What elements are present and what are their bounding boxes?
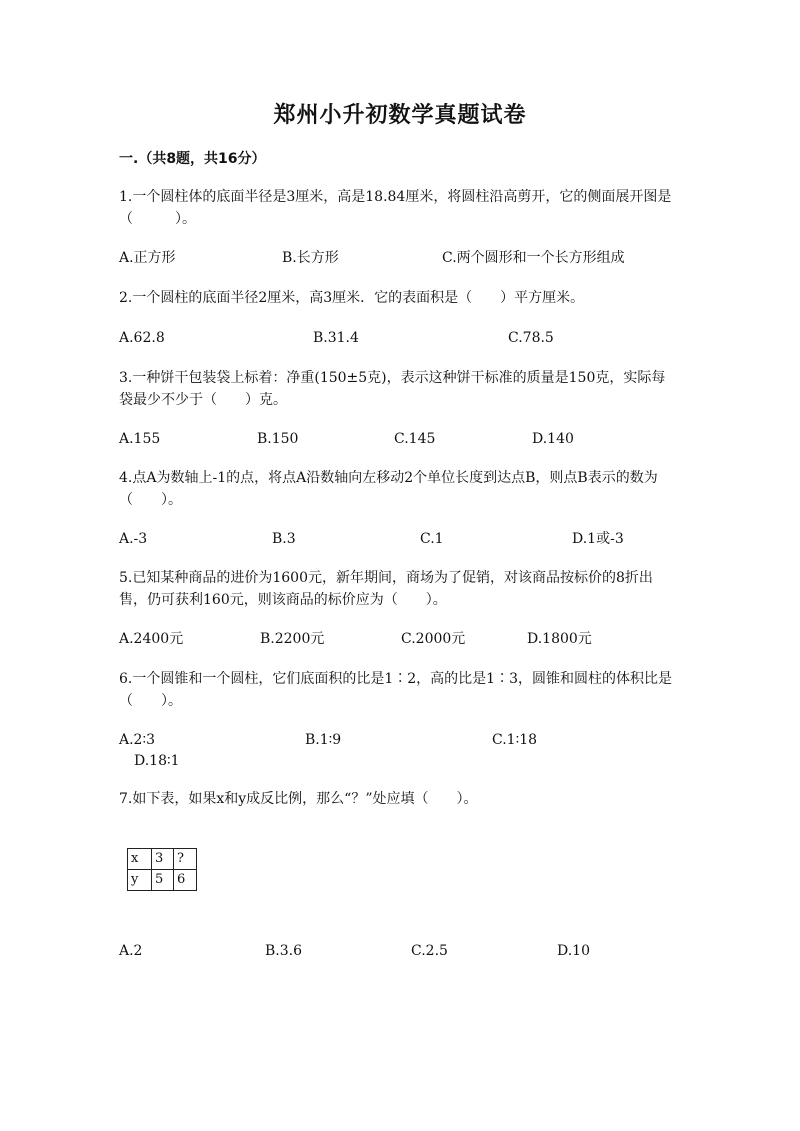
question-7-option-a: A.2 <box>119 943 143 959</box>
question-6-option-a: A.2∶3 <box>119 732 156 748</box>
question-4-option-a: A.-3 <box>119 531 148 547</box>
question-3-stem: 3.一种饼干包装袋上标着：净重(150±5克)，表示这种饼干标准的质量是150克，实际每袋最少不少于（ ）克。 <box>119 370 666 408</box>
question-1-option-c: C.两个圆形和一个长方形组成 <box>442 250 625 266</box>
question-7-option-b: B.3.6 <box>265 943 303 959</box>
table-row <box>128 849 197 870</box>
question-3-option-a: A.155 <box>119 431 161 447</box>
question-6-option-d: D.18∶1 <box>134 753 180 769</box>
question-4-option-b: B.3 <box>272 531 296 547</box>
question-3-option-c: C.145 <box>394 431 436 447</box>
question-7-option-d: D.10 <box>557 943 590 959</box>
question-7-option-c: C.2.5 <box>411 943 448 959</box>
question-1-option-b: B.长方形 <box>282 250 339 266</box>
table-cell: x <box>128 849 152 870</box>
section-heading: 一.（共8题，共16分） <box>119 151 266 167</box>
question-2-stem: 2.一个圆柱的底面半径2厘米，高3厘米．它的表面积是（ ）平方厘米。 <box>119 290 585 306</box>
table-cell: 5 <box>152 870 174 891</box>
question-1-stem: 1.一个圆柱体的底面半径是3厘米，高是18.84厘米，将圆柱沿高剪开，它的侧面展开图是（ ）。 <box>119 189 672 227</box>
page-title: 郑州小升初数学真题试卷 <box>273 103 527 128</box>
question-2-option-a: A.62.8 <box>119 330 165 346</box>
question-4-stem: 4.点A为数轴上-1的点，将点A沿数轴向左移动2个单位长度到达点B，则点B表示的数为（ ）。 <box>119 470 658 508</box>
question-6-option-c: C.1∶18 <box>492 732 538 748</box>
question-6-stem: 6.一个圆锥和一个圆柱，它们底面积的比是1∶2，高的比是1∶3，圆锥和圆柱的体积比是（ ）。 <box>119 671 672 709</box>
question-3-option-d: D.140 <box>532 431 574 447</box>
question-4-option-d: D.1或-3 <box>572 531 624 547</box>
table-cell: ? <box>174 849 197 870</box>
question-2-option-b: B.31.4 <box>313 330 359 346</box>
question-5-option-b: B.2200元 <box>260 631 325 647</box>
question-5-option-c: C.2000元 <box>401 631 466 647</box>
question-3-option-b: B.150 <box>257 431 299 447</box>
table-cell: 3 <box>152 849 174 870</box>
table-cell: y <box>128 870 152 891</box>
table-cell: 6 <box>174 870 197 891</box>
question-2-option-c: C.78.5 <box>508 330 554 346</box>
question-6-option-b: B.1∶9 <box>305 732 342 748</box>
question-5-option-d: D.1800元 <box>527 631 592 647</box>
question-1-option-a: A.正方形 <box>119 250 176 266</box>
question-7-stem: 7.如下表，如果x和y成反比例，那么“？”处应填（ ）。 <box>119 791 478 807</box>
question-4-option-c: C.1 <box>420 531 444 547</box>
question-5-stem: 5.已知某种商品的进价为1600元，新年期间，商场为了促销，对该商品按标价的8折出售，仍可获利160元，则该商品的标价应为（ ）。 <box>119 570 653 608</box>
table-row <box>128 870 197 891</box>
question-5-option-a: A.2400元 <box>119 631 184 647</box>
xy-table <box>127 848 197 891</box>
